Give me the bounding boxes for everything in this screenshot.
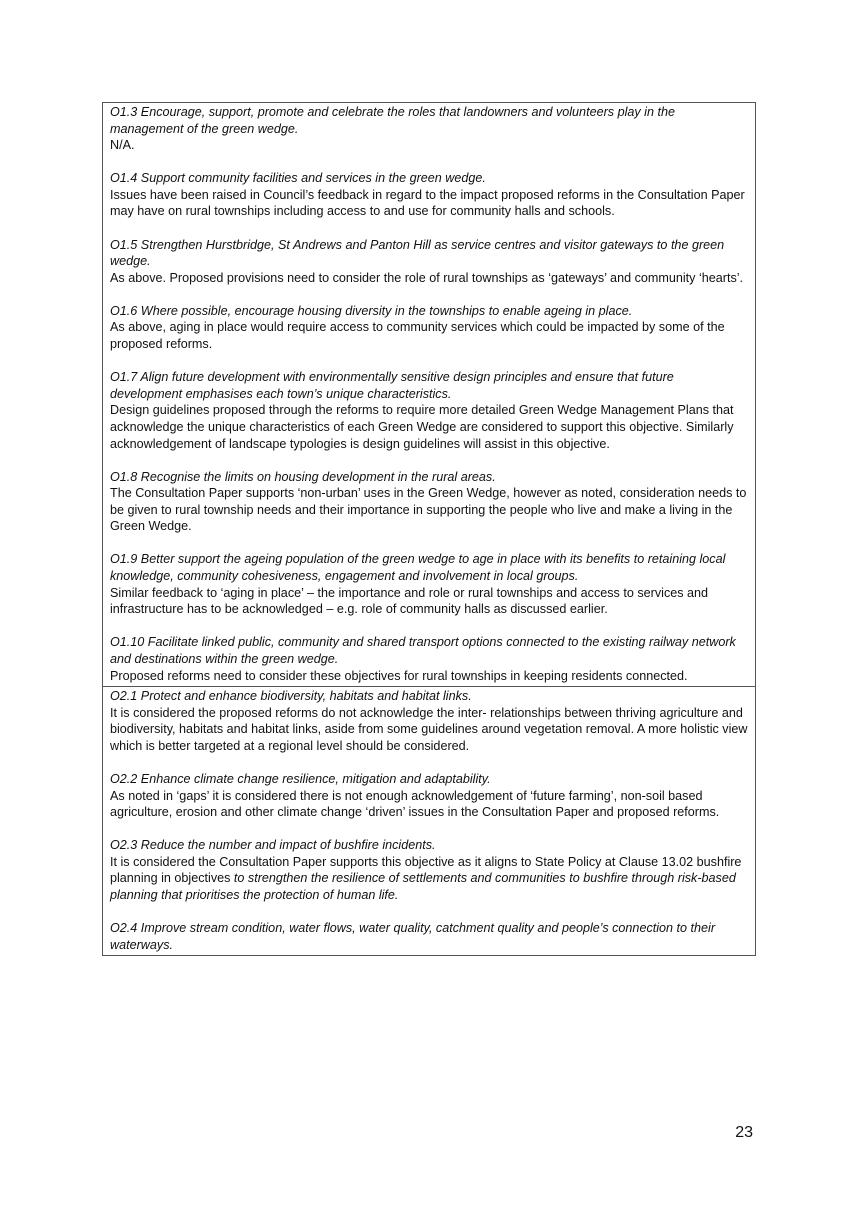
objective-response: Issues have been raised in Council’s feedback in regard to the impact proposed reforms in the Consultation Paper may have on rural townships including access to and use for community halls and schools. [110,187,745,219]
objective-block-o2-1 [110,688,749,754]
objective-heading: O2.3 Reduce the number and impact of bushfire incidents. [110,838,436,853]
table-cell-objective-2 [103,686,755,955]
objective-heading: O1.6 Where possible, encourage housing diversity in the townships to enable ageing in place. [110,303,633,318]
objective-block-o1-4 [110,170,749,220]
objective-block-o1-3 [110,104,749,154]
objective-heading: O2.2 Enhance climate change resilience, mitigation and adaptability. [110,772,491,786]
table-cell-objective-1 [103,103,755,686]
objective-block-o2-2 [110,771,749,821]
objective-block-o1-9 [110,551,749,617]
objective-response [110,854,749,904]
objective-response: As above, aging in place would require access to community services which could be impacted by some of the proposed reforms. [110,320,725,352]
objective-block-o1-10 [110,634,749,684]
objective-block-o1-5 [110,237,749,287]
objective-block-o1-7 [110,369,749,452]
objective-block-o1-8 [110,469,749,535]
objective-heading: O2.1 Protect and enhance biodiversity, habitats and habitat links. [110,689,472,704]
objective-response: It is considered the proposed reforms do not acknowledge the inter- relationships between thriving agriculture and biodiversity, habitats and habitat links, aside from some guidelines around vegetation removal. A more holistic view which is better targeted at a regional level should be considered. [110,705,748,753]
objective-response: As above. Proposed provisions need to consider the role of rural townships as ‘gateways’ and community ‘hearts’. [110,270,744,285]
objective-heading: O1.4 Support community facilities and services in the green wedge. [110,171,486,186]
objective-heading: O1.3 Encourage, support, promote and celebrate the roles that landowners and volunteers play in the management of the green wedge. [110,105,675,136]
objective-heading: O1.10 Facilitate linked public, community and shared transport options connected to the existing railway network and destinations within the green wedge. [110,635,736,666]
objective-heading: O1.7 Align future development with environmentally sensitive design principles and ensure that future development emphasises each town’s unique characteristics. [110,370,674,401]
objective-heading: O2.4 Improve stream condition, water flows, water quality, catchment quality and people’s connection to their waterways. [110,921,716,952]
objective-heading: O1.8 Recognise the limits on housing development in the rural areas. [110,469,496,484]
objective-response: Similar feedback to ‘aging in place’ – the importance and role or rural townships and access to services and infrastructure has to be acknowledged – e.g. role of community halls as discussed earlier. [110,585,709,617]
objective-heading: O1.5 Strengthen Hurstbridge, St Andrews and Panton Hill as service centres and visitor gateways to the green wedge. [110,237,725,269]
objective-heading: O1.9 Better support the ageing population of the green wedge to age in place with its benefits to retaining local knowledge, community cohesiveness, engagement and involvement in local groups. [110,552,726,584]
objective-block-o1-6 [110,303,749,353]
response-text: It is considered the Consultation Paper supports this objective as it aligns to State Policy at Clause 13.02 bushfire planning in objectives [110,854,742,886]
objective-response: Proposed reforms need to consider these objectives for rural townships in keeping residents connected. [110,668,688,683]
objective-response: N/A. [110,138,135,153]
objective-response: The Consultation Paper supports ‘non-urban’ uses in the Green Wedge, however as noted, consideration needs to be given to rural township needs and their importance in supporting the people who live and make a living in the Green Wedge. [110,486,747,534]
policy-quote: to strengthen the resilience of settlements and communities to bushfire through risk-based planning that prioritises the protection of human life. [110,871,736,903]
objectives-table [102,102,756,956]
objective-response: As noted in ‘gaps’ it is considered there is not enough acknowledgement of ‘future farming’, non-soil based agriculture, erosion and other climate change ‘driven’ issues in the Consultation Paper and proposed reforms. [110,788,720,820]
objective-block-o2-4 [110,920,749,953]
objective-response: Design guidelines proposed through the reforms to require more detailed Green Wedge Management Plans that acknowledge the unique characteristics of each Green Wedge are considered to support this objective. Similarly acknowledgement of landscape typologies is design guidelines will assist in this objective. [110,403,734,451]
objective-block-o2-3 [110,837,749,903]
page-number: 23 [735,1124,753,1141]
